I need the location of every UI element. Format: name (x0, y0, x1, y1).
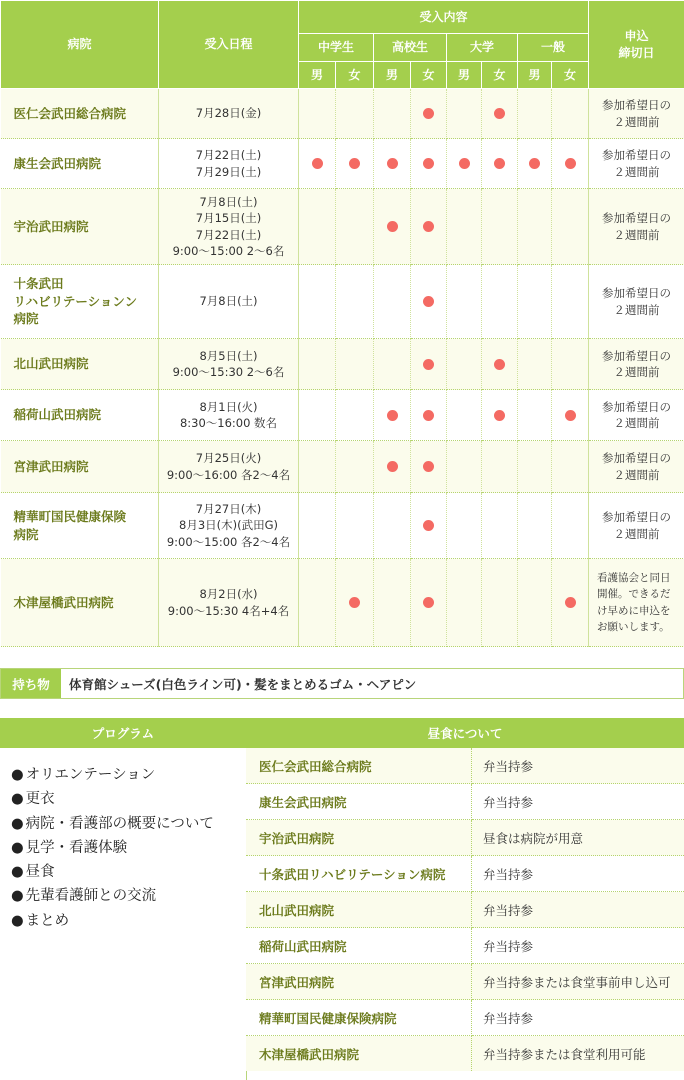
lunch-row (246, 1000, 684, 1036)
accepted-dot-icon (349, 158, 360, 169)
program-list (0, 748, 246, 933)
header-female: 女 (336, 62, 374, 89)
acceptance-dates: 7月27日(木) 8月3日(木)(武田G) 9:00～15:00 各2～4名 (159, 493, 299, 559)
lunch-arrangement: 弁当持参 (472, 748, 684, 784)
application-deadline: 看護協会と同日 開催。できるだ け早めに申込を お願いします。 (589, 559, 684, 647)
belongings-label: 持ち物 (1, 669, 61, 698)
header-female: 女 (552, 62, 589, 89)
bullet-icon: ● (11, 839, 24, 856)
lunch-row (246, 964, 684, 1000)
acceptance-cell (336, 493, 374, 559)
acceptance-cell (374, 441, 411, 493)
acceptance-cell (299, 493, 336, 559)
lunch-row (246, 928, 684, 964)
lunch-row (246, 820, 684, 856)
accepted-dot-icon (423, 221, 434, 232)
acceptance-cell (482, 139, 518, 189)
lunch-arrangement: 弁当持参または食堂事前申し込可 (472, 964, 684, 1000)
bullet-icon: ● (11, 791, 24, 808)
application-deadline: 参加希望日の ２週間前 (589, 339, 684, 390)
lunch-hospital-name: 医仁会武田総合病院 (246, 748, 472, 784)
schedule-row (1, 559, 684, 647)
acceptance-cell (482, 339, 518, 390)
acceptance-dates: 7月8日(土) 7月15日(土) 7月22日(土) 9:00～15:00 2～6名 (159, 189, 299, 265)
acceptance-cell (336, 339, 374, 390)
accepted-dot-icon (459, 158, 470, 169)
acceptance-cell (374, 339, 411, 390)
acceptance-cell (518, 139, 552, 189)
acceptance-cell (411, 139, 447, 189)
lunch-hospital-name: 精華町国民健康保険病院 (246, 1000, 472, 1036)
acceptance-cell (447, 139, 482, 189)
acceptance-cell (482, 189, 518, 265)
acceptance-cell (411, 189, 447, 265)
schedule-row (1, 139, 684, 189)
lunch-row (246, 784, 684, 820)
acceptance-dates: 7月25日(火) 9:00～16:00 各2～4名 (159, 441, 299, 493)
hospital-name: 康生会武田病院 (1, 139, 159, 189)
acceptance-dates: 7月22日(土) 7月29日(土) (159, 139, 299, 189)
acceptance-cell (552, 89, 589, 139)
acceptance-cell (299, 265, 336, 339)
application-deadline: 参加希望日の ２週間前 (589, 189, 684, 265)
application-deadline: 参加希望日の ２週間前 (589, 89, 684, 139)
hospital-name: 十条武田 リハビリテーションン 病院 (1, 265, 159, 339)
lunch-hospital-name: 木津屋橋武田病院 (246, 1036, 472, 1072)
application-deadline: 参加希望日の ２週間前 (589, 265, 684, 339)
accepted-dot-icon (349, 597, 360, 608)
header-group-high-school: 高校生 (374, 34, 447, 62)
acceptance-cell (447, 390, 482, 441)
accepted-dot-icon (387, 461, 398, 472)
lunch-row (246, 1036, 684, 1072)
header-female: 女 (411, 62, 447, 89)
program-item (11, 884, 246, 908)
accepted-dot-icon (312, 158, 323, 169)
program-section (0, 718, 247, 1080)
hospital-name: 木津屋橋武田病院 (1, 559, 159, 647)
lunch-hospital-name: 十条武田リハビリテーション病院 (246, 856, 472, 892)
accepted-dot-icon (423, 158, 434, 169)
acceptance-cell (552, 559, 589, 647)
header-group-university: 大学 (447, 34, 518, 62)
accepted-dot-icon (387, 221, 398, 232)
accepted-dot-icon (387, 158, 398, 169)
acceptance-cell (552, 493, 589, 559)
bullet-icon: ● (11, 815, 24, 832)
acceptance-cell (299, 139, 336, 189)
program-item (11, 763, 246, 787)
acceptance-cell (482, 265, 518, 339)
hospital-name: 宇治武田病院 (1, 189, 159, 265)
acceptance-cell (482, 390, 518, 441)
program-item-label: 更衣 (25, 791, 55, 808)
lunch-hospital-name: 宮津武田病院 (246, 964, 472, 1000)
acceptance-cell (374, 189, 411, 265)
program-item-label: オリエンテーション (25, 767, 156, 783)
acceptance-cell (552, 139, 589, 189)
acceptance-cell (518, 89, 552, 139)
acceptance-cell (482, 559, 518, 647)
acceptance-cell (374, 559, 411, 647)
lunch-hospital-name: 稲荷山武田病院 (246, 928, 472, 964)
lunch-arrangement: 弁当持参または食堂利用可能 (472, 1036, 684, 1072)
accepted-dot-icon (423, 410, 434, 421)
header-male: 男 (518, 62, 552, 89)
schedule-row (1, 339, 684, 390)
acceptance-cell (374, 89, 411, 139)
accepted-dot-icon (423, 296, 434, 307)
lunch-hospital-name: 康生会武田病院 (246, 784, 472, 820)
schedule-row (1, 441, 684, 493)
acceptance-cell (518, 390, 552, 441)
program-item-label: 見学・看護体験 (25, 839, 128, 856)
header-dates: 受入日程 (159, 1, 299, 89)
acceptance-cell (411, 89, 447, 139)
belongings-value: 体育館シューズ(白色ライン可)・髪をまとめるゴム・ヘアピン (69, 676, 417, 692)
program-item-label: 昼食 (25, 864, 55, 881)
hospital-name: 北山武田病院 (1, 339, 159, 390)
acceptance-cell (518, 339, 552, 390)
acceptance-dates: 8月5日(土) 9:00～15:30 2～6名 (159, 339, 299, 390)
acceptance-dates: 8月2日(水) 9:00～15:30 4名+4名 (159, 559, 299, 647)
acceptance-cell (336, 139, 374, 189)
acceptance-dates: 8月1日(火) 8:30～16:00 数名 (159, 390, 299, 441)
acceptance-cell (447, 189, 482, 265)
accepted-dot-icon (423, 461, 434, 472)
acceptance-cell (299, 390, 336, 441)
acceptance-cell (411, 493, 447, 559)
accepted-dot-icon (494, 410, 505, 421)
program-title: プログラム (0, 718, 246, 748)
acceptance-cell (299, 559, 336, 647)
program-item (11, 836, 246, 860)
acceptance-cell (299, 339, 336, 390)
acceptance-cell (447, 265, 482, 339)
lunch-arrangement: 昼食は病院が用意 (472, 820, 684, 856)
schedule-row (1, 493, 684, 559)
hospital-name: 精華町国民健康保険 病院 (1, 493, 159, 559)
accepted-dot-icon (423, 108, 434, 119)
acceptance-cell (336, 390, 374, 441)
bullet-icon: ● (11, 888, 24, 905)
acceptance-cell (299, 441, 336, 493)
program-item (11, 860, 246, 884)
program-item-label: 先輩看護師との交流 (25, 888, 157, 905)
acceptance-cell (447, 441, 482, 493)
application-deadline: 参加希望日の ２週間前 (589, 390, 684, 441)
lunch-hospital-name: 北山武田病院 (246, 892, 472, 928)
lunch-arrangement: 弁当持参 (472, 928, 684, 964)
acceptance-cell (552, 189, 589, 265)
acceptance-cell (552, 390, 589, 441)
header-male: 男 (374, 62, 411, 89)
acceptance-cell (336, 265, 374, 339)
hospital-name: 宮津武田病院 (1, 441, 159, 493)
hospital-name: 医仁会武田総合病院 (1, 89, 159, 139)
belongings-bar (0, 668, 684, 699)
program-item-label: まとめ (25, 912, 70, 929)
program-item (11, 787, 246, 811)
lunch-section (246, 718, 684, 1071)
schedule-row (1, 189, 684, 265)
lunch-arrangement: 弁当持参 (472, 784, 684, 820)
lunch-row (246, 748, 684, 784)
header-hospital: 病院 (1, 1, 159, 89)
accepted-dot-icon (423, 520, 434, 531)
acceptance-cell (411, 390, 447, 441)
acceptance-cell (518, 441, 552, 493)
acceptance-cell (411, 265, 447, 339)
header-group-junior-high: 中学生 (299, 34, 374, 62)
accepted-dot-icon (565, 410, 576, 421)
acceptance-cell (447, 559, 482, 647)
schedule-row (1, 265, 684, 339)
acceptance-cell (518, 493, 552, 559)
accepted-dot-icon (423, 597, 434, 608)
acceptance-cell (552, 441, 589, 493)
acceptance-cell (411, 559, 447, 647)
schedule-row (1, 89, 684, 139)
acceptance-cell (336, 189, 374, 265)
header-male: 男 (447, 62, 482, 89)
acceptance-dates: 7月8日(土) (159, 265, 299, 339)
header-male: 男 (299, 62, 336, 89)
acceptance-cell (482, 89, 518, 139)
header-group-general: 一般 (518, 34, 589, 62)
acceptance-cell (447, 493, 482, 559)
acceptance-cell (518, 189, 552, 265)
accepted-dot-icon (494, 108, 505, 119)
lunch-hospital-name: 宇治武田病院 (246, 820, 472, 856)
acceptance-cell (447, 89, 482, 139)
lunch-arrangement: 弁当持参 (472, 892, 684, 928)
acceptance-cell (299, 189, 336, 265)
header-content: 受入内容 (299, 1, 589, 34)
lunch-arrangement: 弁当持参 (472, 1000, 684, 1036)
bullet-icon: ● (11, 864, 24, 881)
lunch-arrangement: 弁当持参 (472, 856, 684, 892)
accepted-dot-icon (423, 359, 434, 370)
accepted-dot-icon (494, 359, 505, 370)
acceptance-cell (482, 493, 518, 559)
header-deadline: 申込 締切日 (589, 1, 684, 89)
program-item (11, 909, 246, 933)
accepted-dot-icon (565, 158, 576, 169)
acceptance-dates: 7月28日(金) (159, 89, 299, 139)
lunch-row (246, 856, 684, 892)
acceptance-cell (374, 265, 411, 339)
acceptance-cell (299, 89, 336, 139)
accepted-dot-icon (529, 158, 540, 169)
header-female: 女 (482, 62, 518, 89)
acceptance-cell (482, 441, 518, 493)
hospital-name: 稲荷山武田病院 (1, 390, 159, 441)
lunch-row (246, 892, 684, 928)
acceptance-cell (374, 493, 411, 559)
schedule-row (1, 390, 684, 441)
accepted-dot-icon (565, 597, 576, 608)
acceptance-cell (411, 339, 447, 390)
lunch-title: 昼食について (246, 718, 684, 748)
acceptance-cell (336, 559, 374, 647)
application-deadline: 参加希望日の ２週間前 (589, 493, 684, 559)
acceptance-cell (374, 139, 411, 189)
accepted-dot-icon (494, 158, 505, 169)
acceptance-cell (374, 390, 411, 441)
acceptance-cell (447, 339, 482, 390)
application-deadline: 参加希望日の ２週間前 (589, 139, 684, 189)
acceptance-cell (336, 89, 374, 139)
acceptance-cell (336, 441, 374, 493)
application-deadline: 参加希望日の ２週間前 (589, 441, 684, 493)
acceptance-cell (552, 265, 589, 339)
program-item (11, 812, 246, 836)
acceptance-cell (518, 265, 552, 339)
bullet-icon: ● (11, 912, 24, 929)
acceptance-cell (552, 339, 589, 390)
bullet-icon: ● (11, 767, 24, 783)
acceptance-cell (518, 559, 552, 647)
program-item-label: 病院・看護部の概要について (25, 815, 214, 832)
acceptance-cell (411, 441, 447, 493)
accepted-dot-icon (387, 410, 398, 421)
